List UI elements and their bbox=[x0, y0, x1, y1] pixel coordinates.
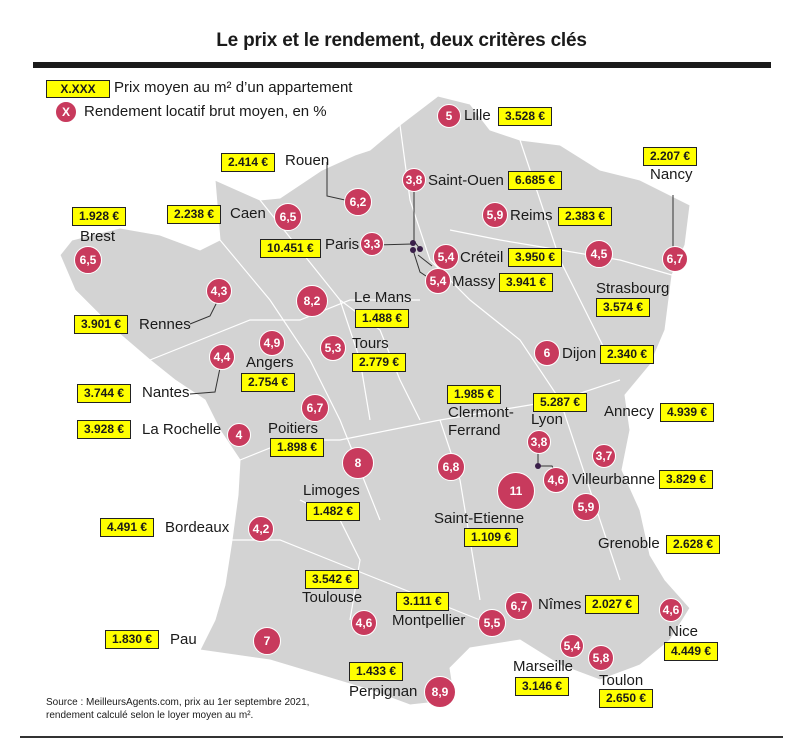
yield-bubble-bordeaux: 4,2 bbox=[248, 516, 274, 542]
yield-bubble-nantes: 4,4 bbox=[209, 344, 235, 370]
price-tag-montpellier: 3.111 € bbox=[396, 592, 449, 611]
city-label-creteil: Créteil bbox=[460, 249, 504, 266]
source-line-1: Source : MeilleursAgents.com, prix au 1er septembre 2021, bbox=[46, 697, 310, 708]
city-label-montpellier: Montpellier bbox=[392, 612, 466, 629]
price-tag-saint-etienne: 1.109 € bbox=[464, 528, 518, 547]
city-label-nancy: Nancy bbox=[650, 166, 693, 183]
source-line-2: rendement calculé selon le loyer moyen au m². bbox=[46, 710, 254, 721]
yield-bubble-creteil: 5,4 bbox=[433, 244, 459, 270]
price-tag-reims: 2.383 € bbox=[558, 207, 612, 226]
yield-bubble-grenoble: 5,9 bbox=[572, 493, 600, 521]
city-label-le-mans: Le Mans bbox=[354, 289, 412, 306]
page-title: Le prix et le rendement, deux critères clés bbox=[216, 30, 587, 51]
price-tag-rennes: 3.901 € bbox=[74, 315, 128, 334]
price-tag-toulon: 2.650 € bbox=[599, 689, 653, 708]
yield-bubble-nimes: 6,7 bbox=[505, 592, 533, 620]
price-tag-nantes: 3.744 € bbox=[77, 384, 131, 403]
city-label-caen: Caen bbox=[230, 205, 266, 222]
city-label-paris: Paris bbox=[325, 236, 360, 253]
yield-bubble-paris: 3,3 bbox=[360, 232, 384, 256]
price-tag-le-mans: 1.488 € bbox=[355, 309, 409, 328]
yield-bubble-toulouse: 4,6 bbox=[351, 610, 377, 636]
price-tag-saint-ouen: 6.685 € bbox=[508, 171, 562, 190]
price-tag-bordeaux: 4.491 € bbox=[100, 518, 154, 537]
yield-bubble-la-rochelle: 4 bbox=[227, 423, 251, 447]
price-tag-rouen: 2.414 € bbox=[221, 153, 275, 172]
city-label-lyon: Lyon bbox=[531, 411, 563, 428]
yield-bubble-saint-ouen: 3,8 bbox=[402, 168, 426, 192]
yield-bubble-perpignan: 8,9 bbox=[424, 676, 456, 708]
bottom-rule bbox=[20, 736, 783, 738]
city-label-brest: Brest bbox=[80, 228, 116, 245]
yield-bubble-le-mans: 8,2 bbox=[296, 285, 328, 317]
city-label-clermont-line2: Ferrand bbox=[448, 422, 501, 439]
city-label-nimes: Nîmes bbox=[538, 596, 582, 613]
yield-bubble-dijon: 6 bbox=[534, 340, 560, 366]
price-tag-nimes: 2.027 € bbox=[585, 595, 639, 614]
yield-bubble-massy: 5,4 bbox=[425, 268, 451, 294]
yield-bubble-brest: 6,5 bbox=[74, 246, 102, 274]
price-tag-lyon: 5.287 € bbox=[533, 393, 587, 412]
city-label-la-rochelle: La Rochelle bbox=[142, 421, 222, 438]
city-label-massy: Massy bbox=[452, 273, 496, 290]
yield-bubble-limoges: 8 bbox=[342, 447, 374, 479]
city-label-dijon: Dijon bbox=[562, 345, 597, 362]
city-label-toulon: Toulon bbox=[599, 672, 644, 689]
city-label-grenoble: Grenoble bbox=[598, 535, 660, 552]
city-label-toulouse: Toulouse bbox=[302, 589, 363, 606]
price-tag-grenoble: 2.628 € bbox=[666, 535, 720, 554]
yield-bubble-nice: 4,6 bbox=[659, 598, 683, 622]
price-tag-paris: 10.451 € bbox=[260, 239, 321, 258]
price-tag-massy: 3.941 € bbox=[499, 273, 553, 292]
price-tag-dijon: 2.340 € bbox=[600, 345, 654, 364]
price-tag-la-rochelle: 3.928 € bbox=[77, 420, 131, 439]
city-label-tours: Tours bbox=[352, 335, 389, 352]
yield-bubble-rouen: 6,2 bbox=[344, 188, 372, 216]
price-tag-marseille: 3.146 € bbox=[515, 677, 569, 696]
city-label-clermont-line1: Clermont- bbox=[448, 404, 514, 421]
city-label-angers: Angers bbox=[246, 354, 294, 371]
price-tag-toulouse: 3.542 € bbox=[305, 570, 359, 589]
yield-bubble-toulon: 5,8 bbox=[588, 645, 614, 671]
yield-bubble-villeurbanne: 4,6 bbox=[543, 467, 569, 493]
price-tag-nice: 4.449 € bbox=[664, 642, 718, 661]
city-label-saint-ouen: Saint-Ouen bbox=[428, 172, 504, 189]
yield-bubble-caen: 6,5 bbox=[274, 203, 302, 231]
city-label-reims: Reims bbox=[510, 207, 553, 224]
legend-price-sample: X.XXX bbox=[46, 80, 110, 98]
yield-bubble-reims: 5,9 bbox=[482, 202, 508, 228]
yield-bubble-poitiers: 6,7 bbox=[301, 394, 329, 422]
yield-bubble-lyon: 3,8 bbox=[527, 430, 551, 454]
price-tag-tours: 2.779 € bbox=[352, 353, 406, 372]
price-tag-annecy: 4.939 € bbox=[660, 403, 714, 422]
legend-yield-sample: X bbox=[55, 101, 77, 123]
yield-bubble-tours: 5,3 bbox=[320, 335, 346, 361]
yield-bubble-clermont-ferrand: 6,8 bbox=[437, 453, 465, 481]
price-tag-caen: 2.238 € bbox=[167, 205, 221, 224]
price-tag-clermont-ferrand: 1.985 € bbox=[447, 385, 501, 404]
city-label-nantes: Nantes bbox=[142, 384, 190, 401]
price-tag-villeurbanne: 3.829 € bbox=[659, 470, 713, 489]
city-label-poitiers: Poitiers bbox=[268, 420, 319, 437]
price-tag-poitiers: 1.898 € bbox=[270, 438, 324, 457]
city-label-pau: Pau bbox=[170, 631, 197, 648]
legend-price-label: Prix moyen au m² d’un appartement bbox=[114, 79, 353, 96]
price-tag-limoges: 1.482 € bbox=[306, 502, 360, 521]
city-label-nice: Nice bbox=[668, 623, 699, 640]
price-tag-brest: 1.928 € bbox=[72, 207, 126, 226]
city-label-marseille: Marseille bbox=[513, 658, 574, 675]
price-tag-lille: 3.528 € bbox=[498, 107, 552, 126]
yield-bubble-strasbourg: 4,5 bbox=[585, 240, 613, 268]
price-tag-perpignan: 1.433 € bbox=[349, 662, 403, 681]
city-label-limoges: Limoges bbox=[303, 482, 360, 499]
city-label-saint-etienne: Saint-Etienne bbox=[434, 510, 525, 527]
city-label-perpignan: Perpignan bbox=[349, 683, 418, 700]
city-label-rouen: Rouen bbox=[285, 152, 330, 169]
yield-bubble-pau: 7 bbox=[253, 627, 281, 655]
city-label-annecy: Annecy bbox=[604, 403, 655, 420]
city-label-strasbourg: Strasbourg bbox=[596, 280, 670, 297]
yield-bubble-nancy: 6,7 bbox=[662, 246, 688, 272]
price-tag-nancy: 2.207 € bbox=[643, 147, 697, 166]
source-note bbox=[46, 696, 309, 722]
price-tag-creteil: 3.950 € bbox=[508, 248, 562, 267]
yield-bubble-lille: 5 bbox=[437, 104, 461, 128]
legend-yield-label: Rendement locatif brut moyen, en % bbox=[84, 103, 327, 120]
yield-bubble-marseille: 5,4 bbox=[560, 634, 584, 658]
yield-bubble-saint-etienne: 11 bbox=[497, 472, 535, 510]
yield-bubble-montpellier: 5,5 bbox=[478, 609, 506, 637]
price-tag-pau: 1.830 € bbox=[105, 630, 159, 649]
city-label-bordeaux: Bordeaux bbox=[165, 519, 230, 536]
yield-bubble-rennes: 4,3 bbox=[206, 278, 232, 304]
city-label-lille: Lille bbox=[464, 107, 491, 124]
yield-bubble-annecy: 3,7 bbox=[592, 444, 616, 468]
price-tag-strasbourg: 3.574 € bbox=[596, 298, 650, 317]
city-label-rennes: Rennes bbox=[139, 316, 191, 333]
price-tag-angers: 2.754 € bbox=[241, 373, 295, 392]
yield-bubble-angers: 4,9 bbox=[259, 330, 285, 356]
city-label-villeurbanne: Villeurbanne bbox=[572, 471, 656, 488]
